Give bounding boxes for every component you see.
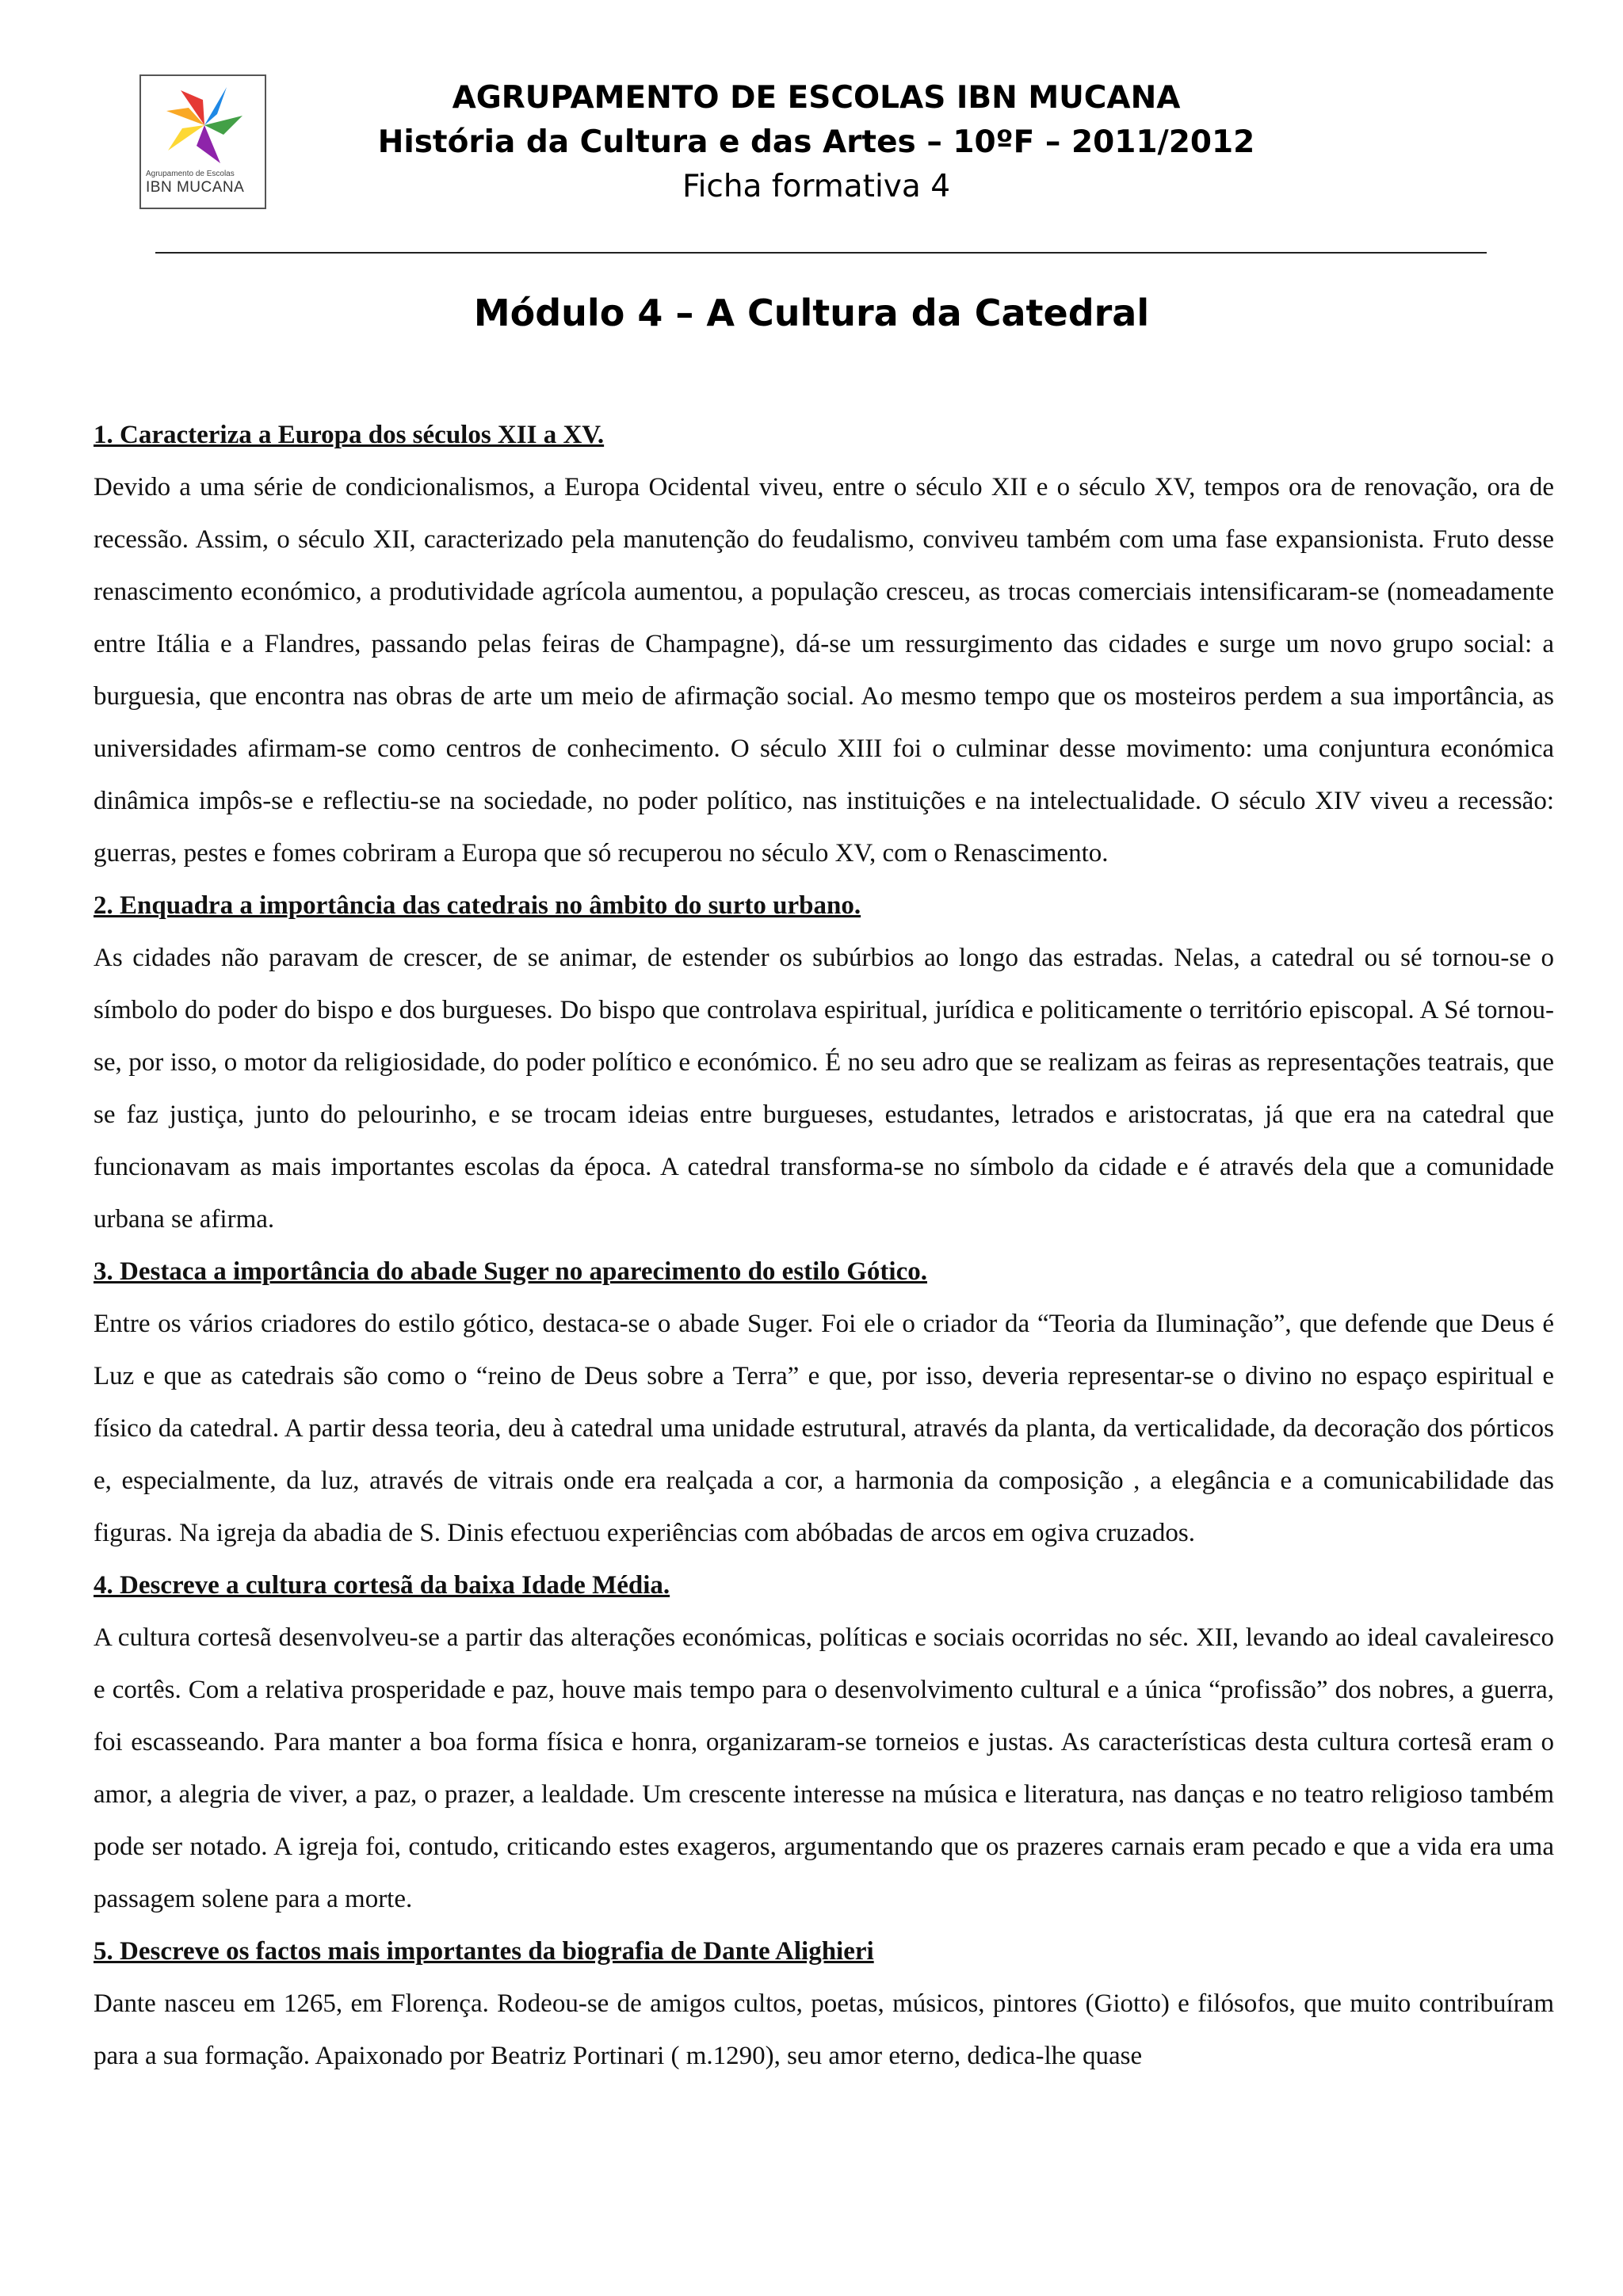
answer-2: As cidades não paravam de crescer, de se animar, de estender os subúrbios ao longo das estradas. Nelas, a catedral ou sé tornou-se o símbolo do poder do bispo e dos burgueses. Do bispo que controlava espiritual, jurídica e politicamente o território episcopal. A Sé tornou-se, por isso, o motor da religiosidade, do poder político e económico. É no seu adro que se realizam as feiras as representações teatrais, que se faz justiça, junto do pelourinho, e se trocam ideias entre burgueses, estudantes, letrados e aristocratas, já que era na catedral que funcionavam as mais importantes escolas da época. A catedral transforma-se no símbolo da cidade e é através dela que a comunidade urbana se afirma. xyxy=(94,944,1554,1234)
question-2: 2. Enquadra a importância das catedrais no âmbito do surto urbano. xyxy=(94,891,861,920)
answer-5: Dante nasceu em 1265, em Florença. Rodeou-se de amigos cultos, poetas, músicos, pintores (Giotto) e filósofos, que muito contribuíram para a sua formação. Apaixonado por Beatriz Portinari ( m.1290), seu amor eterno, dedica-lhe quase xyxy=(94,1989,1554,2070)
answer-3: Entre os vários criadores do estilo gótico, destaca-se o abade Suger. Foi ele o criador da “Teoria da Iluminação”, que defende que Deus é Luz e que as catedrais são como o “reino de Deus sobre a Terra” e que, por isso, deveria representar-se o divino no espaço espiritual e físico da catedral. A partir dessa teoria, deu à catedral uma unidade estrutural, através da planta, da verticalidade, da decoração dos pórticos e, especialmente, da luz, através de vitrais onde era realçada a cor, a harmonia da composição , a elegância e a comunicabilidade das figuras. Na igreja da abadia de S. Dinis efectuou experiências com abóbadas de arcos em ogiva cruzados. xyxy=(94,1310,1554,1547)
document-header xyxy=(269,76,1363,209)
question-3: 3. Destaca a importância do abade Suger no aparecimento do estilo Gótico. xyxy=(94,1257,927,1286)
school-logo xyxy=(139,74,266,209)
logo-caption-small: Agrupamento de Escolas xyxy=(146,170,235,178)
header-divider xyxy=(155,252,1487,254)
question-5: 5. Descreve os factos mais importantes da biografia de Dante Alighieri xyxy=(94,1937,874,1966)
question-1: 1. Caracteriza a Europa dos séculos XII a XV. xyxy=(94,421,605,449)
course-line: História da Cultura e das Artes – 10ºF – 2011/2012 xyxy=(377,124,1255,160)
school-name: AGRUPAMENTO DE ESCOLAS IBN MUCANA xyxy=(452,80,1181,116)
question-4: 4. Descreve a cultura cortesã da baixa Idade Média. xyxy=(94,1571,670,1600)
answer-1: Devido a uma série de condicionalismos, a Europa Ocidental viveu, entre o século XII e o século XV, tempos ora de renovação, ora de recessão. Assim, o século XII, caracterizado pela manutenção do feudalismo, conviveu também com uma fase expansionista. Fruto desse renascimento económico, a produtividade agrícola aumentou, a população cresceu, as trocas comerciais intensificaram-se (nomeadamente entre Itália e a Flandres, passando pelas feiras de Champagne), dá-se um ressurgimento das cidades e surge um novo grupo social: a burguesia, que encontra nas obras de arte um meio de afirmação social. Ao mesmo tempo que os mosteiros perdem a sua importância, as universidades afirmam-se como centros de conhecimento. O século XIII foi o culminar desse movimento: uma conjuntura económica dinâmica impôs-se e reflectiu-se na sociedade, no poder político, nas instituições e na intelectualidade. O século XIV viveu a recessão: guerras, pestes e fomes cobriram a Europa que só recuperou no século XV, com o Renascimento. xyxy=(94,473,1554,868)
logo-caption-big: IBN MUCANA xyxy=(146,179,245,196)
pinwheel-logo-icon xyxy=(165,84,244,166)
worksheet-label: Ficha formativa 4 xyxy=(682,169,951,204)
worksheet-content xyxy=(94,409,1554,2082)
answer-4: A cultura cortesã desenvolveu-se a partir das alterações económicas, políticas e sociais ocorridas no séc. XII, levando ao ideal cavaleiresco e cortês. Com a relativa prosperidade e paz, houve mais tempo para o desenvolvimento cultural e a única “profissão” dos nobres, a guerra, foi escasseando. Para manter a boa forma física e honra, organizaram-se torneios e justas. As características desta cultura cortesã eram o amor, a alegria de viver, a paz, o prazer, a lealdade. Um crescente interesse na música e literatura, nas danças e no teatro religioso também pode ser notado. A igreja foi, contudo, criticando estes exageros, argumentando que os prazeres carnais eram pecado e que a vida era uma passagem solene para a morte. xyxy=(94,1623,1554,1913)
module-title: Módulo 4 – A Cultura da Catedral xyxy=(473,292,1150,334)
